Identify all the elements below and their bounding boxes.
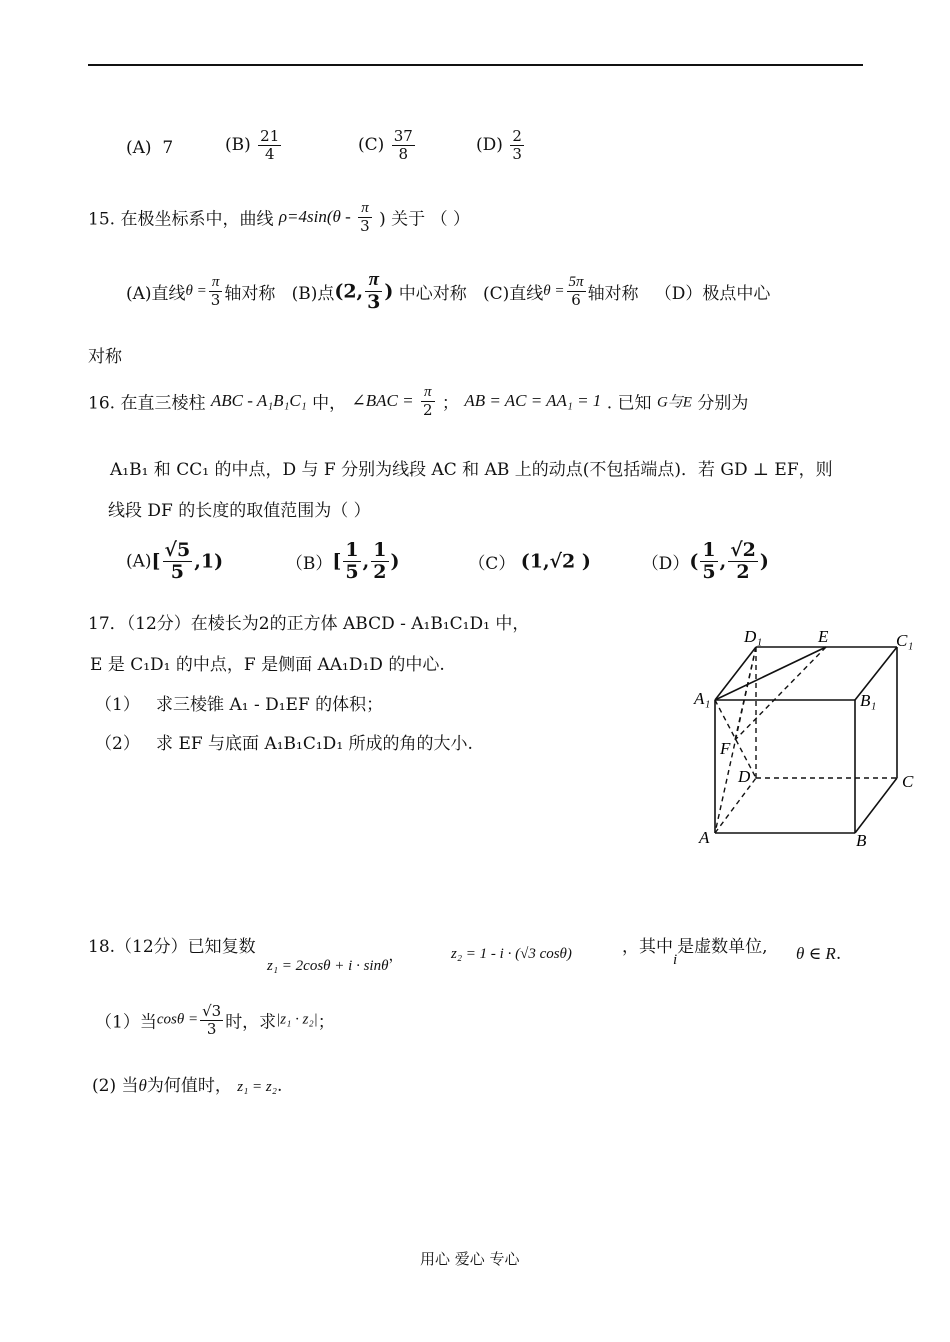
q16-option-b: （B）[ $\frac{1}{5}$ , $\frac{1}{2}$ ) <box>285 539 400 583</box>
q16-line3: 线段 DF 的长度的取值范围为（ ） <box>108 501 371 521</box>
q14-option-c: (C) $\frac{37}{8}$ <box>358 127 413 163</box>
q17-part1: （1） 求三棱锥 A₁ - D₁EF 的体积； <box>95 695 384 715</box>
q15-stem: 15. 在极坐标系中，曲线 ρ=4sin(θ - $\frac{\pi}{3}$ ) 关于 （ ） <box>88 200 470 235</box>
label-e: E <box>818 627 829 646</box>
label-b: B <box>856 831 867 850</box>
edge-b-c <box>855 778 897 833</box>
label-b1: B₁ <box>860 691 877 710</box>
header-rule <box>88 64 863 66</box>
q18-part2: (2) 当θ为何值时， z₁ = z₂. <box>92 1076 283 1096</box>
q18-stem-mid: ，其中i是虚数单位, <box>622 937 768 968</box>
label-c: C <box>902 772 914 791</box>
q16-option-d: （D）( $\frac{1}{5}$ , $\frac{√2}{2}$ ) <box>641 539 769 583</box>
q18-part1: （1）当cosθ = $\frac{√3}{3}$ 时，求|z₁ · z₂|； <box>95 1002 335 1038</box>
q14-option-a: (A) 7 <box>126 138 174 158</box>
label-d1: D₁ <box>744 627 763 646</box>
label-a1: A₁ <box>694 689 711 708</box>
q16-option-c: （C） (1,√2 ) <box>468 550 591 574</box>
q18-z1: z₁ = 2cosθ + i · sinθ， <box>267 946 404 974</box>
q15-options: (A)直线θ = $\frac{\pi}{3}$ 轴对称 (B)点(2, $\frac{\pi}{3}$ ) 中心对称 (C)直线θ = $\frac{5\pi}{6}$ 轴对称 （D）极点中心 <box>126 269 771 313</box>
q14-option-d: (D) $\frac{2}{3}$ <box>476 127 522 163</box>
q18-z2: z₂ = 1 - i · (√3 cosθ) <box>451 946 572 962</box>
label-c1: C₁ <box>896 631 914 650</box>
q15-wrap: 对称 <box>88 347 122 367</box>
q17-line2: E 是 C₁D₁ 的中点，F 是侧面 AA₁D₁D 的中心. <box>90 655 445 675</box>
label-a: A <box>699 828 710 847</box>
q16-options <box>126 540 769 583</box>
q18-theta-r: θ ∈ R. <box>796 944 842 964</box>
q16-line2: A₁B₁ 和 CC₁ 的中点，D 与 F 分别为线段 AC 和 AB 上的动点(不包括端点)．若 GD ⊥ EF，则 <box>110 460 833 480</box>
q16-stem: 16. 在直三棱柱 ABC - A₁B₁C₁ 中， ∠BAC = $\frac{\pi}{2}$ ； AB = AC = AA₁ = 1 . 已知 G与E 分别为 <box>88 384 749 419</box>
cube-figure <box>690 620 930 860</box>
q17-line1: 17．（12分）在棱长为2的正方体 ABCD - A₁B₁C₁D₁ 中， <box>88 614 530 634</box>
q16-option-a: (A)[ $\frac{√5}{5}$ ,1) <box>126 539 224 583</box>
page-footer: 用心 爱心 专心 <box>420 1250 520 1268</box>
q18-stem: 18.（12分）已知复数 <box>88 937 256 957</box>
q17-part2: （2） 求 EF 与底面 A₁B₁C₁D₁ 所成的角的大小. <box>95 734 473 754</box>
segment-a1-e <box>715 647 826 700</box>
label-d: D <box>738 767 751 786</box>
label-f: F <box>720 739 731 758</box>
segment-e-f <box>735 647 826 740</box>
q14-option-b: (B) $\frac{21}{4}$ <box>225 127 280 163</box>
